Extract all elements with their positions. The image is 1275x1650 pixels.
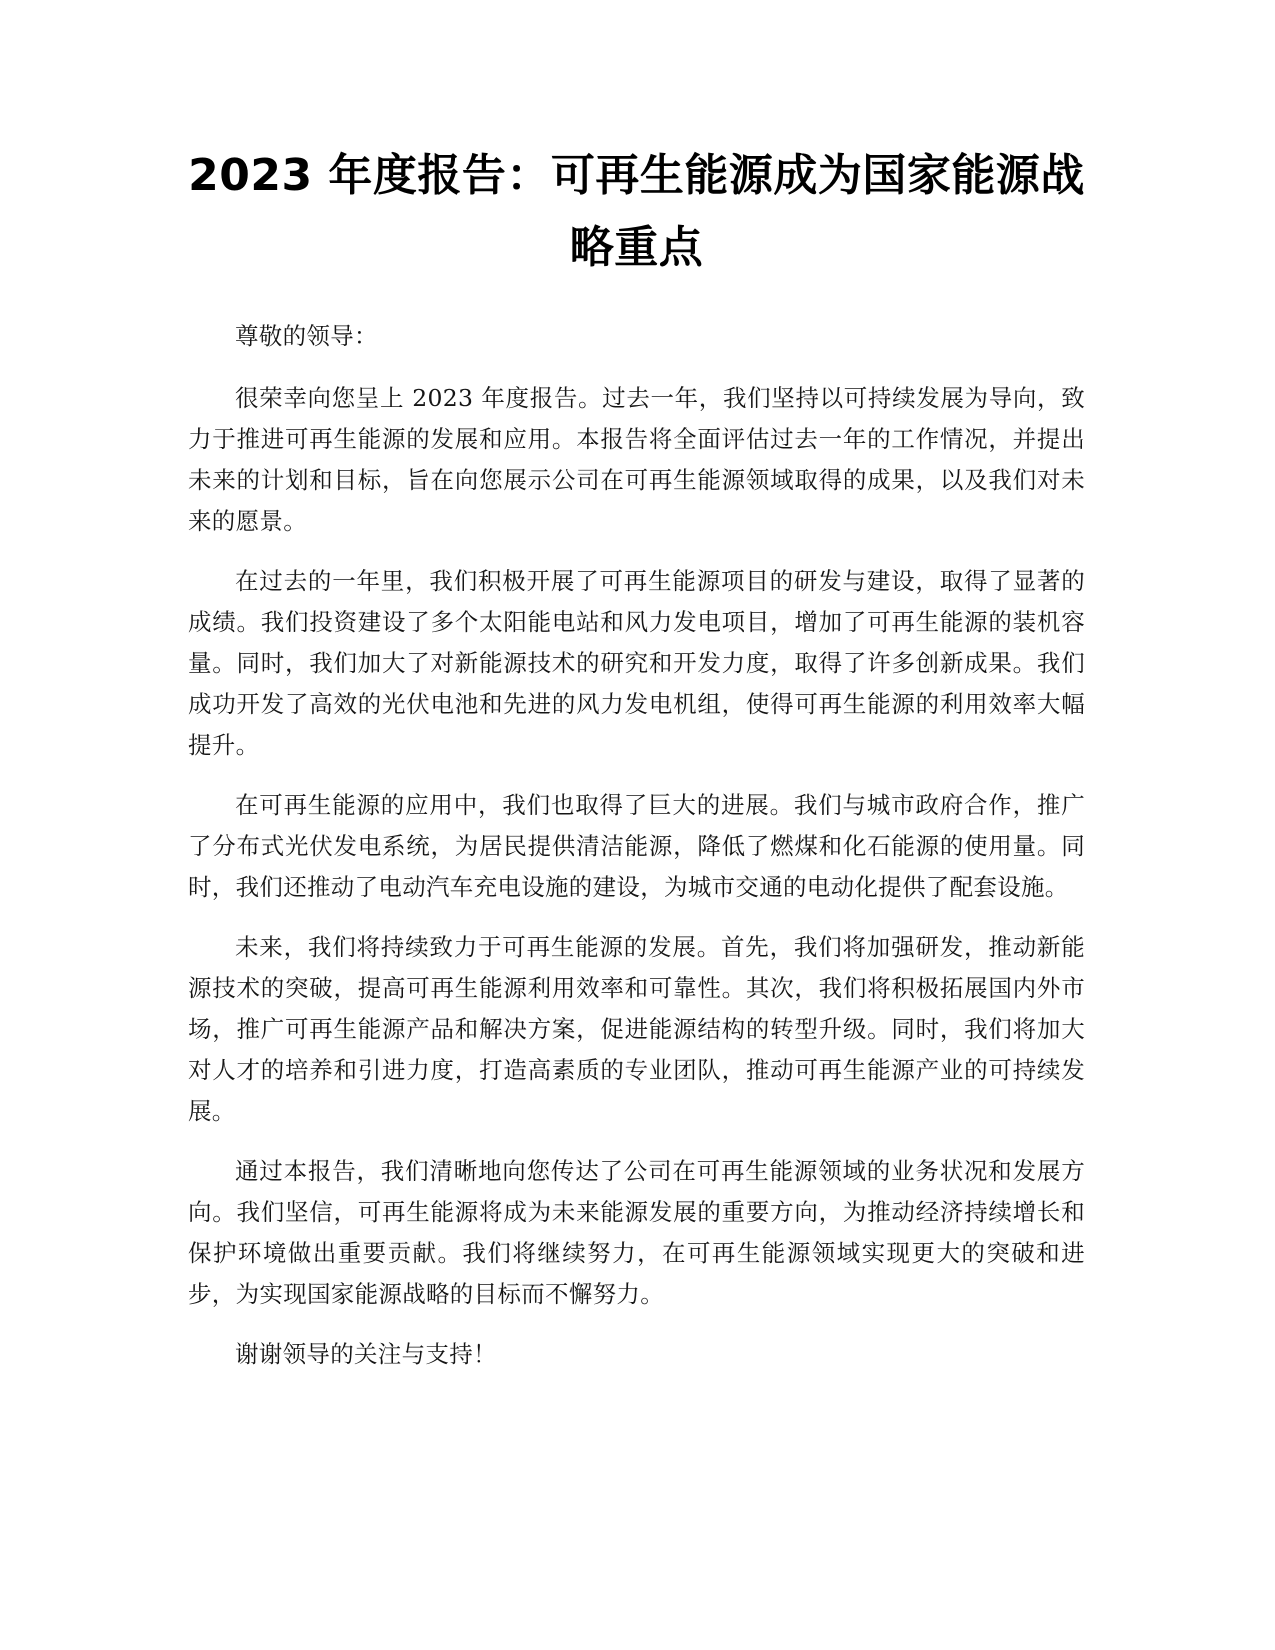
document-title <box>188 140 1085 284</box>
paragraph-achievements: 在过去的一年里，我们积极开展了可再生能源项目的研发与建设，取得了显著的成绩。我们投资建设了多个太阳能电站和风力发电项目，增加了可再生能源的装机容量。同时，我们加大了对新能源技术的研究和开发力度，取得了许多创新成果。我们成功开发了高效的光伏电池和先进的风力发电机组，使得可再生能源的利用效率大幅提升。 <box>188 567 1085 759</box>
salutation: 尊敬的领导： <box>235 322 378 350</box>
paragraph-future-plans: 未来，我们将持续致力于可再生能源的发展。首先，我们将加强研发，推动新能源技术的突破，提高可再生能源利用效率和可靠性。其次，我们将积极拓展国内外市场，推广可再生能源产品和解决方案，促进能源结构的转型升级。同时，我们将加大对人才的培养和引进力度，打造高素质的专业团队，推动可再生能源产业的可持续发展。 <box>188 933 1085 1125</box>
paragraph-applications: 在可再生能源的应用中，我们也取得了巨大的进展。我们与城市政府合作，推广了分布式光伏发电系统，为居民提供清洁能源，降低了燃煤和化石能源的使用量。同时，我们还推动了电动汽车充电设施的建设，为城市交通的电动化提供了配套设施。 <box>188 791 1085 901</box>
title-line-1: 2023 年度报告：可再生能源成为国家能源战 <box>188 150 1085 201</box>
title-line-2: 略重点 <box>569 222 704 273</box>
paragraph-conclusion: 通过本报告，我们清晰地向您传达了公司在可再生能源领域的业务状况和发展方向。我们坚信，可再生能源将成为未来能源发展的重要方向，为推动经济持续增长和保护环境做出重要贡献。我们将继续努力，在可再生能源领域实现更大的突破和进步，为实现国家能源战略的目标而不懈努力。 <box>188 1157 1085 1308</box>
closing-line: 谢谢领导的关注与支持！ <box>235 1340 497 1368</box>
paragraph-intro: 很荣幸向您呈上 2023 年度报告。过去一年，我们坚持以可持续发展为导向，致力于推进可再生能源的发展和应用。本报告将全面评估过去一年的工作情况，并提出未来的计划和目标，旨在向您展示公司在可再生能源领域取得的成果，以及我们对未来的愿景。 <box>188 384 1085 535</box>
document-body <box>188 316 1085 1375</box>
